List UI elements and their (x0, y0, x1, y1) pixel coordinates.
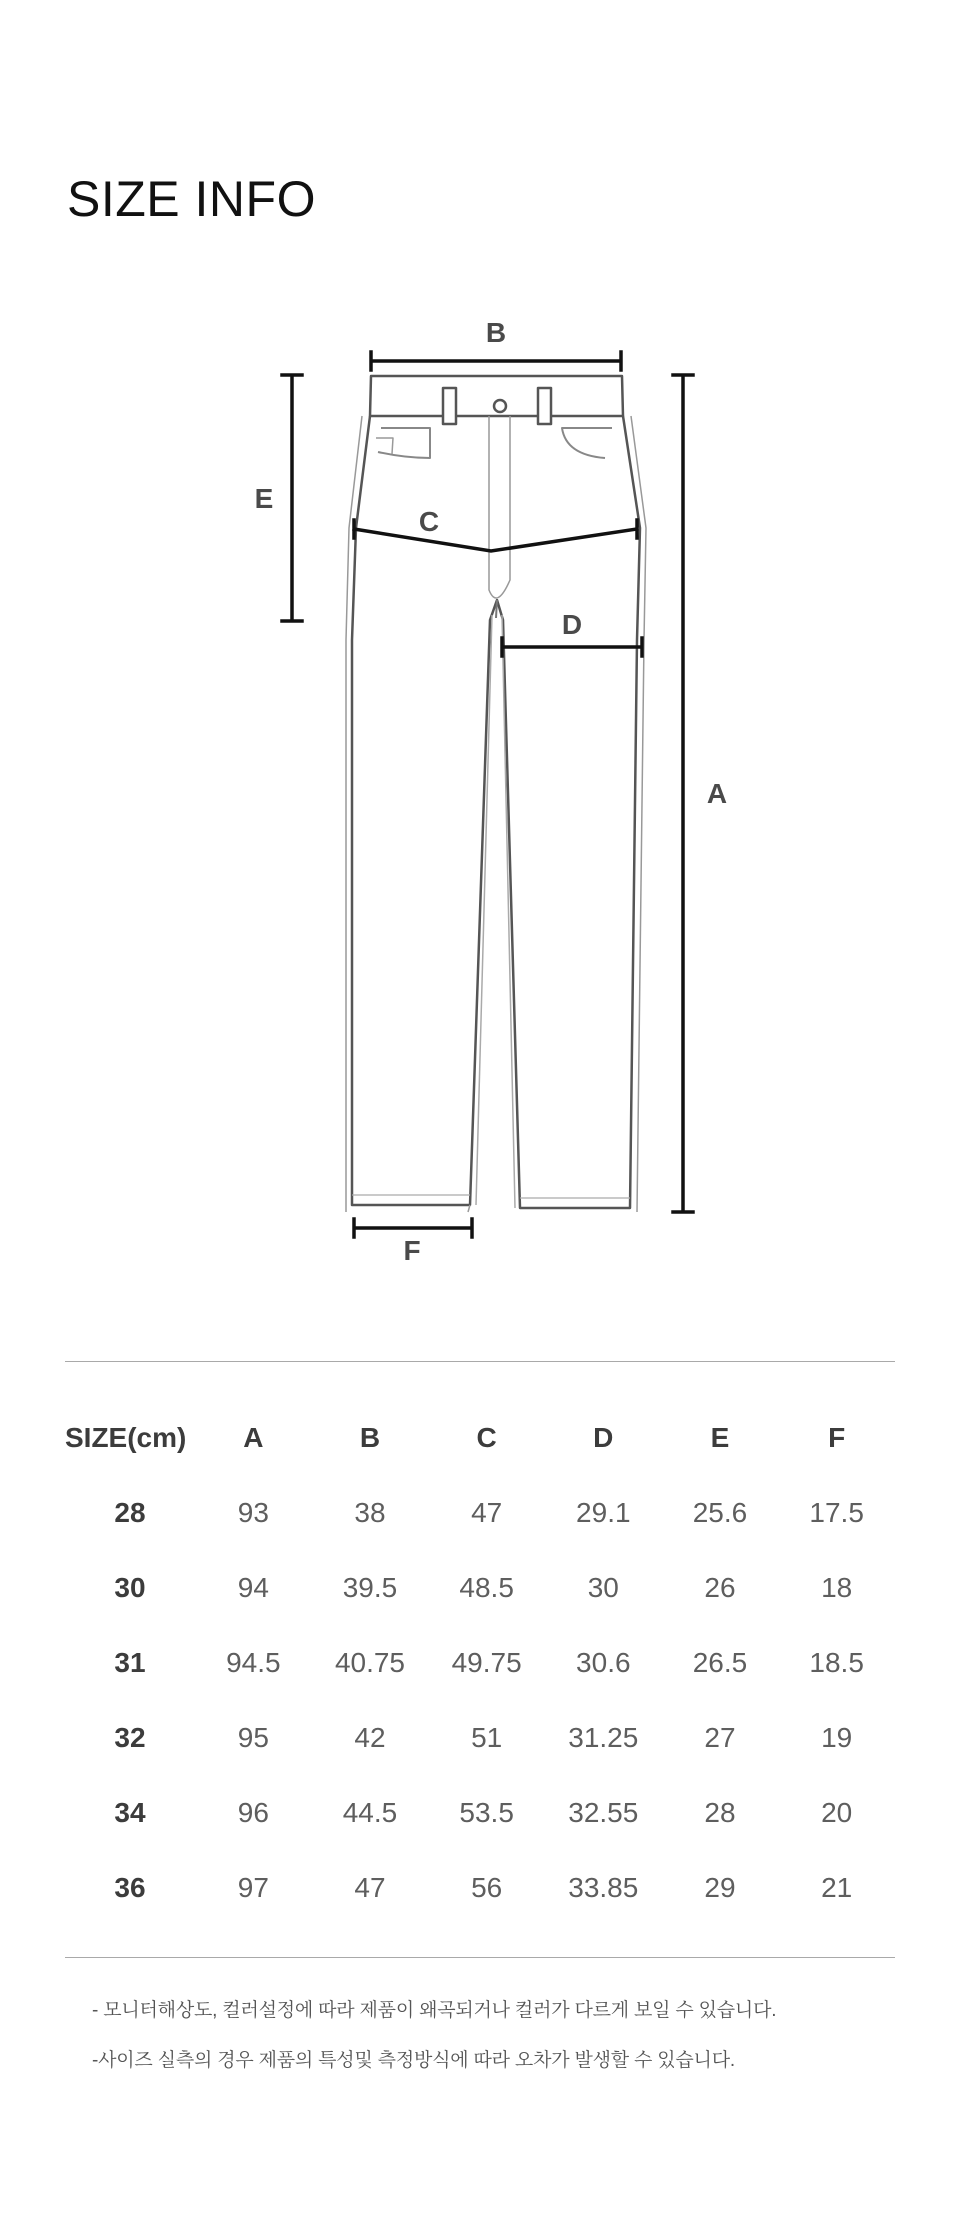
note-measurement: -사이즈 실측의 경우 제품의 특성및 측정방식에 따라 오차가 발생할 수 있습니다. (92, 2050, 735, 2071)
value-cell: 51 (471, 1721, 503, 1753)
value-cell: 18.5 (809, 1646, 864, 1678)
value-cell: 17.5 (809, 1496, 864, 1528)
label-e: E (254, 483, 274, 514)
table-row (65, 1625, 895, 1700)
divider-bottom (65, 1957, 895, 1958)
table-row (65, 1475, 895, 1550)
value-cell: 97 (237, 1871, 269, 1903)
value-cell: 48.5 (459, 1571, 514, 1603)
header-c: C (476, 1421, 497, 1453)
value-cell: 19 (821, 1721, 853, 1753)
size-cell: 31 (114, 1646, 146, 1678)
measure-line-d (502, 638, 642, 656)
value-cell: 29.1 (576, 1496, 631, 1528)
label-c: C (418, 506, 440, 537)
measure-line-b (371, 352, 621, 370)
value-cell: 39.5 (342, 1571, 398, 1603)
value-cell: 30.6 (576, 1646, 631, 1678)
value-cell: 94.5 (226, 1646, 281, 1678)
value-cell: 33.85 (568, 1871, 639, 1903)
value-cell: 18 (821, 1571, 853, 1603)
value-cell: 28 (704, 1796, 736, 1828)
size-cell: 28 (114, 1496, 146, 1528)
header-f: F (828, 1421, 846, 1453)
value-cell: 32.55 (568, 1796, 639, 1828)
size-table (65, 1400, 895, 1925)
value-cell: 29 (704, 1871, 736, 1903)
value-cell: 40.75 (334, 1646, 406, 1678)
header-e: E (710, 1421, 730, 1453)
table-row (65, 1700, 895, 1775)
value-cell: 42 (354, 1721, 386, 1753)
page-title: SIZE INFO (67, 171, 316, 227)
value-cell: 53.5 (459, 1796, 514, 1828)
header-a: A (243, 1421, 264, 1453)
table-row (65, 1850, 895, 1925)
value-cell: 38 (354, 1496, 386, 1528)
value-cell: 27 (704, 1721, 736, 1753)
measure-line-a (673, 375, 693, 1212)
value-cell: 49.75 (451, 1646, 522, 1678)
label-f: F (403, 1235, 421, 1266)
value-cell: 95 (237, 1721, 269, 1753)
value-cell: 44.5 (342, 1796, 398, 1828)
value-cell: 30 (587, 1571, 619, 1603)
measure-line-e (282, 375, 302, 621)
value-cell: 21 (821, 1871, 853, 1903)
size-cell: 34 (114, 1796, 146, 1828)
table-row (65, 1550, 895, 1625)
value-cell: 47 (471, 1496, 503, 1528)
header-size: SIZE(cm) (65, 1421, 187, 1453)
pants-illustration (346, 376, 646, 1212)
table-header-row (65, 1400, 895, 1475)
label-b: B (485, 317, 507, 348)
measure-line-c (354, 520, 637, 551)
value-cell: 96 (237, 1796, 269, 1828)
value-cell: 26 (704, 1571, 736, 1603)
size-cell: 30 (114, 1571, 146, 1603)
value-cell: 56 (471, 1871, 503, 1903)
size-cell: 32 (114, 1721, 146, 1753)
value-cell: 93 (237, 1496, 269, 1528)
size-cell: 36 (114, 1871, 146, 1903)
table-row (65, 1775, 895, 1850)
value-cell: 47 (354, 1871, 386, 1903)
label-d: D (561, 609, 583, 640)
divider-top (65, 1361, 895, 1362)
value-cell: 94 (237, 1571, 269, 1603)
label-a: A (706, 778, 728, 809)
header-d: D (593, 1421, 614, 1453)
value-cell: 26.5 (692, 1646, 748, 1678)
value-cell: 25.6 (692, 1496, 748, 1528)
value-cell: 31.25 (568, 1721, 639, 1753)
note-monitor: - 모니터해상도, 컬러설정에 따라 제품이 왜곡되거나 컬러가 다르게 보일 수 있습니다. (92, 2000, 777, 2021)
value-cell: 20 (821, 1796, 853, 1828)
header-b: B (359, 1421, 381, 1453)
